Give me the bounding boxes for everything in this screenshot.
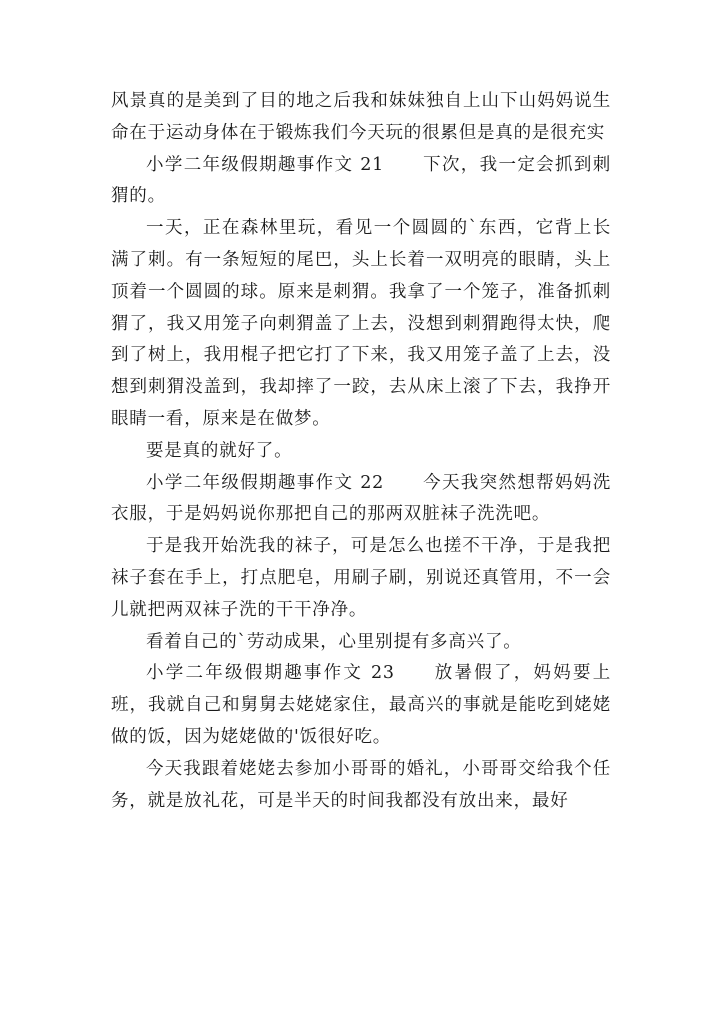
paragraph-text: 今天我跟着姥姥去参加小哥哥的婚礼，小哥哥交给我个任务，就是放礼花，可是半天的时间我都没有放出来，最好 (111, 758, 611, 811)
paragraph-6 (111, 531, 611, 626)
essay-heading-23: 小学二年级假期趣事作文 23 (146, 663, 395, 684)
paragraph-1 (111, 86, 611, 150)
document-body (111, 86, 611, 817)
essay-heading-21: 小学二年级假期趣事作文 21 (146, 154, 385, 175)
paragraph-4 (111, 436, 611, 468)
paragraph-text: 于是我开始洗我的袜子，可是怎么也搓不干净，于是我把袜子套在手上，打点肥皂，用刷子刷，别说还真管用，不一会儿就把两双袜子洗的干干净净。 (111, 536, 611, 620)
paragraph-5 (111, 468, 611, 532)
paragraph-text: 要是真的就好了。 (146, 440, 293, 461)
essay-heading-22: 小学二年级假期趣事作文 22 (146, 472, 385, 493)
paragraph-7 (111, 627, 611, 659)
paragraph-text: 今天我突然想帮妈妈洗衣服，于是妈妈说你那把自己的那两双脏袜子洗洗吧。 (111, 472, 612, 525)
paragraph-text: 一天，正在森林里玩，看见一个圆圆的`东西，它背上长满了刺。有一条短短的尾巴，头上长着一双明亮的眼睛，头上顶着一个圆圆的球。原来是刺猬。我拿了一个笼子，准备抓刺猬了，我又用笼子向刺猬盖了上去，没想到刺猬跑得太快，爬到了树上，我用棍子把它打了下来，我又用笼子盖了上去，没想到刺猬没盖到，我却摔了一跤，去从床上滚了下去，我挣开眼睛一看，原来是在做梦。 (111, 218, 611, 429)
paragraph-text: 下次，我一定会抓到刺猬的。 (111, 154, 612, 207)
paragraph-3 (111, 213, 611, 436)
paragraph-text: 放暑假了，妈妈要上班，我就自己和舅舅去姥姥家住，最高兴的事就是能吃到姥姥做的饭，因为姥姥做的'饭很好吃。 (111, 663, 611, 747)
paragraph-text: 看着自己的`劳动成果，心里别提有多高兴了。 (146, 631, 522, 652)
paragraph-text: 风景真的是美到了目的地之后我和妹妹独自上山下山妈妈说生命在于运动身体在于锻炼我们今天玩的很累但是真的是很充实 (111, 91, 611, 143)
paragraph-8 (111, 658, 611, 753)
paragraph-2 (111, 150, 611, 214)
paragraph-9 (111, 754, 611, 818)
